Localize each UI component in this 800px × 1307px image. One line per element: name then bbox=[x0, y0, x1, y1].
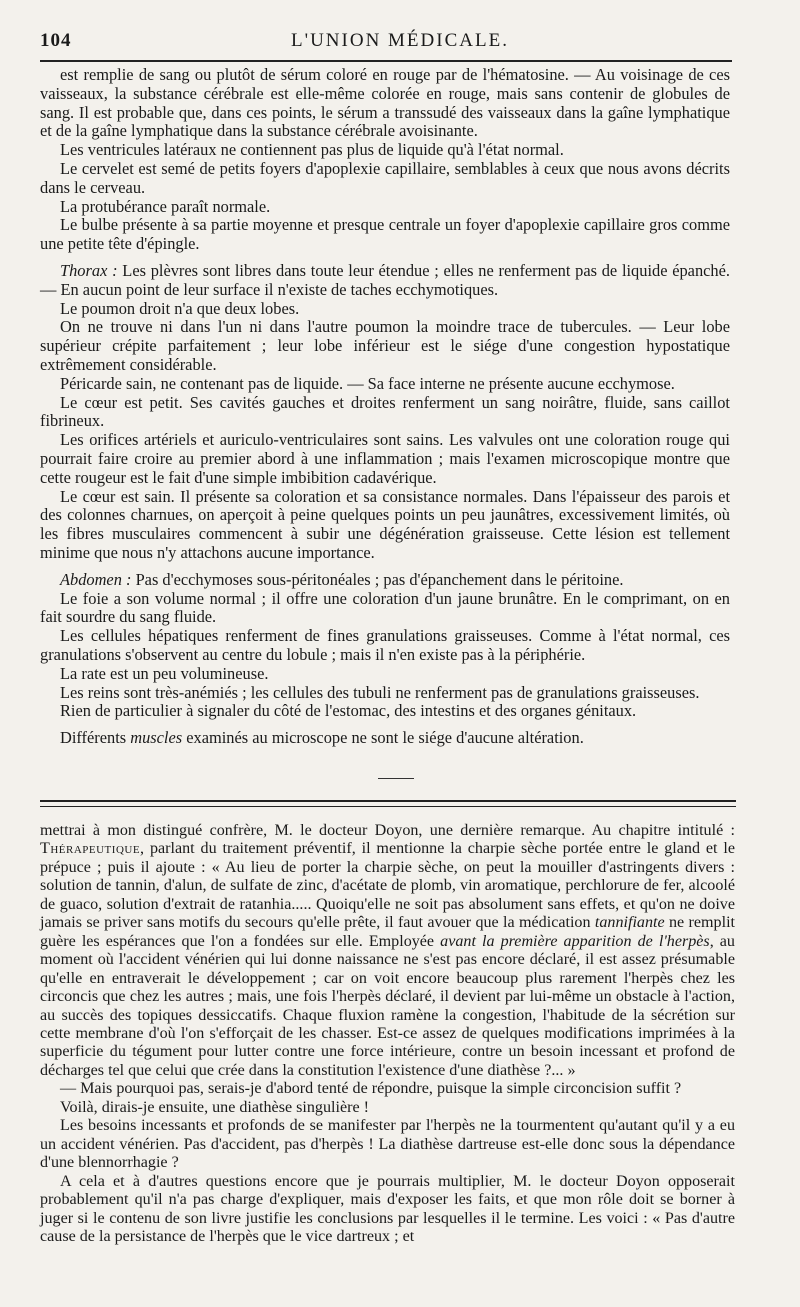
paragraph: On ne trouve ni dans l'un ni dans l'autre poumon la moindre trace de tubercules. — Leur lobe supérieur crépite parfaitement ; leur lobe inférieur est le siége d'une congestion hypostatique extrêmement considérable. bbox=[40, 317, 730, 374]
paragraph: Les reins sont très-anémiés ; les cellules des tubuli ne renferment pas de granulations graisseuses. bbox=[60, 682, 700, 702]
autopsy-report-section bbox=[40, 66, 730, 748]
review-section bbox=[40, 822, 735, 1246]
running-title: L'UNION MÉDICALE. bbox=[291, 30, 509, 51]
paragraph: Le bulbe présente à sa partie moyenne et presque centrale un foyer d'apoplexie capillaire gros comme une petite tête d'épingle. bbox=[40, 215, 730, 254]
section-label-abdomen: Abdomen : bbox=[60, 569, 132, 589]
paragraph: Péricarde sain, ne contenant pas de liquide. — Sa face interne ne présente aucune ecchymose. bbox=[60, 373, 675, 393]
paragraph-muscles: Différents muscles examinés au microscope ne sont le siége d'aucune altération. bbox=[60, 728, 584, 748]
paragraph: mettrai à mon distingué confrère, M. le docteur Doyon, une dernière remarque. Au chapitre intitulé : Thérapeutique, parlant du traitement préventif, il mentionne la charpie sèche portée entre le gland et le prépuce ; puis il ajoute : « Au lieu de porter la charpie sèche, on peut la mouiller d'astringents divers : solution de tannin, d'alun, de sulfate de zinc, d'acétate de plomb, vin aromatique, perchlorure de fer, alcoolé de guaco, solution d'extrait de ratanhia..... Quoiqu'elle ne soit pas absolument sans effets, et qu'on ne doive jamais se priver sans motifs du secours qu'elle prête, il faut avouer que la médication tannifiante ne remplit guère les espérances que l'on a fondées sur elle. Employée avant la première apparition de l'herpès, au moment où l'accident vénérien qui lui donne naissance ne s'est pas encore déclaré, il est assez présumable qu'elle en entraverait le développement ; car on voit encore beaucoup plus rarement l'herpès chez les circoncis que chez les autres ; mais, une fois l'herpès déclaré, il devient par lui-même un obstacle à l'action, au succès des topiques dessiccatifs. Chaque fluxion ramène la congestion, l'habitude de la sécrétion sur cette membrane d'où l'on s'efforçait de les chasser. Est-ce assez de quelques modifications imprimées à la superficie du tégument pour lutter contre une force intérieure, contre un besoin incessant et profond de décharges tel que celui que crée dans la constitution l'existence d'une diathèse ?... » bbox=[40, 822, 736, 1079]
paragraph: Les ventricules latéraux ne contiennent pas plus de liquide qu'à l'état normal. bbox=[60, 140, 564, 160]
section-divider bbox=[378, 778, 414, 779]
feuilleton-divider bbox=[40, 800, 736, 807]
paragraph: Les besoins incessants et profonds de se manifester par l'herpès ne la tourmentent qu'autant qu'il y a eu un accident vénérien. Pas d'accident, pas d'herpès ! La diathèse dartreuse est-elle donc sous la dépendance d'une blennorrhagie ? bbox=[40, 1117, 735, 1172]
paragraph: est remplie de sang ou plutôt de sérum coloré en rouge par de l'hématosine. — Au voisinage de ces vaisseaux, la substance cérébrale est elle-même colorée en rouge, mais sans contenir de globules de sang. Il est probable que, dans ces points, le sérum a transsudé des vaisseaux dans la gaîne lymphatique et de la gaîne lymphatique dans la substance cérébrale avoisinante. bbox=[40, 65, 730, 141]
paragraph: Le foie a son volume normal ; il offre une coloration d'un jaune brunâtre. En le comprimant, on en fait sourdre du sang fluide. bbox=[40, 588, 730, 627]
paragraph: Le poumon droit n'a que deux lobes. bbox=[60, 298, 300, 318]
page-header bbox=[40, 30, 760, 56]
paragraph: La rate est un peu volumineuse. bbox=[60, 663, 269, 683]
paragraph: Les orifices artériels et auriculo-ventriculaires sont sains. Les valvules ont une coloration rouge qui pourrait faire croire au premier abord à une inflammation ; mais l'examen microscopique montre que cette rougeur est le fait d'une simple imbibition cadavérique. bbox=[40, 430, 730, 487]
header-rule bbox=[40, 60, 732, 62]
paragraph: La protubérance paraît normale. bbox=[60, 196, 271, 216]
paragraph-abdomen: Abdomen : Pas d'ecchymoses sous-péritonéales ; pas d'épanchement dans le péritoine. bbox=[60, 569, 624, 589]
paragraph: Voilà, dirais-je ensuite, une diathèse singulière ! bbox=[60, 1098, 369, 1116]
paragraph: Le cœur est sain. Il présente sa coloration et sa consistance normales. Dans l'épaisseur des parois et des colonnes charnues, on aperçoit à peine quelques points un peu jaunâtres, excessivement limités, où les fibres musculaires commencent à subir une dégénération graisseuse. Cette lésion est tellement minime que nous n'y attachons aucune importance. bbox=[40, 486, 730, 562]
paragraph-thorax: Thorax : Les plèvres sont libres dans toute leur étendue ; elles ne renferment pas de liquide épanché. — En aucun point de leur surface il n'existe de taches ecchymotiques. bbox=[40, 260, 730, 299]
paragraph: Le cervelet est semé de petits foyers d'apoplexie capillaire, semblables à ceux que nous avons décrits dans le cerveau. bbox=[40, 158, 730, 197]
paragraph: Rien de particulier à signaler du côté de l'estomac, des intestins et des organes génitaux. bbox=[60, 701, 637, 721]
paragraph: Le cœur est petit. Ses cavités gauches et droites renferment un sang noirâtre, fluide, sans caillot fibrineux. bbox=[40, 392, 730, 431]
page-number: 104 bbox=[40, 30, 72, 51]
section-label-thorax: Thorax : bbox=[60, 260, 118, 280]
paragraph: Les cellules hépatiques renferment de fines granulations graisseuses. Comme à l'état normal, ces granulations s'observent au centre du lobule ; mais il n'en existe pas à la périphérie. bbox=[40, 626, 730, 664]
paragraph: — Mais pourquoi pas, serais-je d'abord tenté de répondre, puisque la simple circoncision suffit ? bbox=[60, 1080, 682, 1098]
paragraph: A cela et à d'autres questions encore que je pourrais multiplier, M. le docteur Doyon opposerait probablement qu'il n'a pas charge d'expliquer, mais d'exposer les faits, et que mon rôle doit se borner à juger si le contenu de son livre justifie les conclusions par lesquelles il le termine. Les voici : « Pas d'autre cause de la persistance de l'herpès que le vice dartreux ; et bbox=[40, 1172, 735, 1245]
